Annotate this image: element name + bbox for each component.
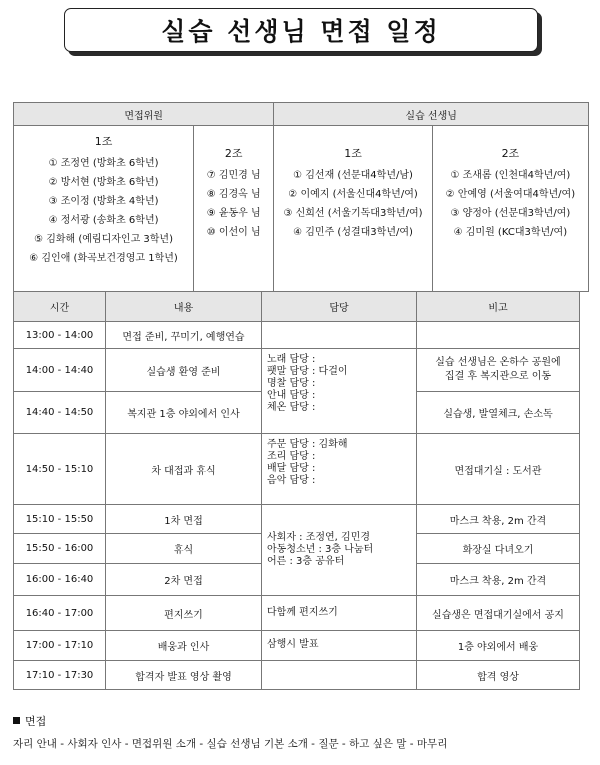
- interview-heading: 면접: [13, 713, 46, 729]
- time-cell: 17:10 - 17:30: [14, 661, 106, 690]
- note-cell: 1층 야외에서 배웅: [417, 631, 580, 661]
- page-title: 실습 선생님 면접 일정: [161, 17, 441, 46]
- teacher: ③ 신희선 (서울기독대3학년/여): [283, 208, 423, 219]
- note-cell: 실습 선생님은 온하수 공원에 집결 후 복지관으로 이동: [417, 349, 580, 392]
- time-cell: 13:00 - 14:00: [14, 322, 106, 349]
- person-cell: [262, 661, 417, 690]
- interviewer: ⑤ 김화해 (예림디자인고 3학년): [34, 234, 173, 245]
- time-cell: 14:00 - 14:40: [14, 349, 106, 392]
- teachers-header: 실습 선생님: [274, 103, 589, 126]
- table-row: [14, 322, 580, 349]
- teacher: ② 이예지 (서울신대4학년/여): [288, 189, 418, 200]
- time-cell: 16:00 - 16:40: [14, 564, 106, 596]
- note-cell: 화장실 다녀오기: [417, 534, 580, 564]
- table-row: [14, 505, 580, 534]
- table-row: [14, 349, 580, 392]
- person-cell: 노래 담당 : 팻말 담당 : 다걸이 명찰 담당 : 안내 담당 : 체온 담당 :: [262, 349, 417, 434]
- interviewer-group-2: 2조 ⑦ 김민경 님 ⑧ 김경옥 님 ⑨ 윤동우 님 ⑩ 이선이 님: [194, 126, 274, 292]
- note-cell: 마스크 착용, 2m 간격: [417, 505, 580, 534]
- content-cell: 휴식: [106, 534, 262, 564]
- teacher: ④ 김미원 (KC대3학년/여): [453, 227, 568, 238]
- content-cell: 면접 준비, 꾸미기, 예행연습: [106, 322, 262, 349]
- interviewer: ② 방서현 (방화초 6학년): [48, 177, 159, 188]
- interviewers-header: 면접위원: [14, 103, 274, 126]
- teacher: ① 조새롬 (인천대4학년/여): [450, 170, 571, 181]
- teacher: ① 김선재 (선문대4학년/남): [293, 170, 413, 181]
- interviewer: ⑩ 이선이 님: [206, 227, 261, 238]
- table-row: [14, 596, 580, 631]
- header-time: 시간: [14, 292, 106, 322]
- content-cell: 배웅과 인사: [106, 631, 262, 661]
- note-cell: 실습생, 발열체크, 손소독: [417, 392, 580, 434]
- interviewer: ① 조정연 (방화초 6학년): [48, 158, 159, 169]
- content-cell: 실습생 환영 준비: [106, 349, 262, 392]
- interviewer: ⑨ 윤동우 님: [206, 208, 261, 219]
- time-cell: 15:10 - 15:50: [14, 505, 106, 534]
- teacher: ④ 김민주 (성결대3학년/여): [293, 227, 413, 238]
- content-cell: 편지쓰기: [106, 596, 262, 631]
- note-cell: [417, 322, 580, 349]
- note-cell: 실습생은 면접대기실에서 공지: [417, 596, 580, 631]
- table-row: [14, 661, 580, 690]
- schedule-table: [13, 291, 580, 690]
- teacher-group-1: 1조 ① 김선재 (선문대4학년/남) ② 이예지 (서울신대4학년/여) ③ 신희선 (서울기독대3학년/여) ④ 김민주 (성결대3학년/여): [274, 126, 432, 292]
- interviewer: ⑦ 김민경 님: [206, 170, 261, 181]
- time-cell: 16:40 - 17:00: [14, 596, 106, 631]
- interviewer: ⑥ 김인애 (화곡보건경영고 1학년): [29, 253, 178, 264]
- interviewer-group-1: 1조 ① 조정연 (방화초 6학년) ② 방서현 (방화초 6학년) ③ 조이정 (방화초 4학년) ④ 정서광 (송화초 6학년) ⑤ 김화해 (예림디자인고 3학년) ⑥ 김인애 (화곡보건경영고 1학년): [14, 126, 194, 292]
- square-bullet-icon: [13, 717, 20, 724]
- header-person: 담당: [262, 292, 417, 322]
- content-cell: 복지관 1층 야외에서 인사: [106, 392, 262, 434]
- content-cell: 2차 면접: [106, 564, 262, 596]
- interviewer: ④ 정서광 (송화초 6학년): [48, 215, 159, 226]
- time-cell: 14:40 - 14:50: [14, 392, 106, 434]
- content-cell: 차 대접과 휴식: [106, 434, 262, 505]
- teacher-group-2: 2조 ① 조새롬 (인천대4학년/여) ② 안예영 (서울여대4학년/여) ③ 양정아 (선문대3학년/여) ④ 김미원 (KC대3학년/여): [432, 126, 588, 292]
- content-cell: 합격자 발표 영상 촬영: [106, 661, 262, 690]
- note-cell: 합격 영상: [417, 661, 580, 690]
- people-table: [13, 102, 589, 292]
- teacher: ③ 양정아 (선문대3학년/여): [450, 208, 571, 219]
- title-box: [64, 8, 538, 52]
- time-cell: 14:50 - 15:10: [14, 434, 106, 505]
- person-cell: [262, 322, 417, 349]
- time-cell: 15:50 - 16:00: [14, 534, 106, 564]
- teacher: ② 안예영 (서울여대4학년/여): [445, 189, 576, 200]
- time-cell: 17:00 - 17:10: [14, 631, 106, 661]
- header-note: 비고: [417, 292, 580, 322]
- person-cell: 다함께 편지쓰기: [262, 596, 417, 631]
- interview-flow: 자리 안내 - 사회자 인사 - 면접위원 소개 - 실습 선생님 기본 소개 - 질문 - 하고 싶은 말 - 마무리: [13, 738, 448, 750]
- person-cell: 삼행시 발표: [262, 631, 417, 661]
- interviewer: ⑧ 김경옥 님: [206, 189, 261, 200]
- person-cell: 주문 담당 : 김화해 조리 담당 : 배달 담당 : 음악 담당 :: [262, 434, 417, 505]
- table-row: [14, 434, 580, 505]
- table-row: [14, 631, 580, 661]
- header-content: 내용: [106, 292, 262, 322]
- interviewer: ③ 조이정 (방화초 4학년): [48, 196, 159, 207]
- content-cell: 1차 면접: [106, 505, 262, 534]
- person-cell: 사회자 : 조정연, 김민경 아동청소년 : 3층 나눔터 어른 : 3층 공유터: [262, 505, 417, 596]
- note-cell: 마스크 착용, 2m 간격: [417, 564, 580, 596]
- note-cell: 면접대기실 : 도서관: [417, 434, 580, 505]
